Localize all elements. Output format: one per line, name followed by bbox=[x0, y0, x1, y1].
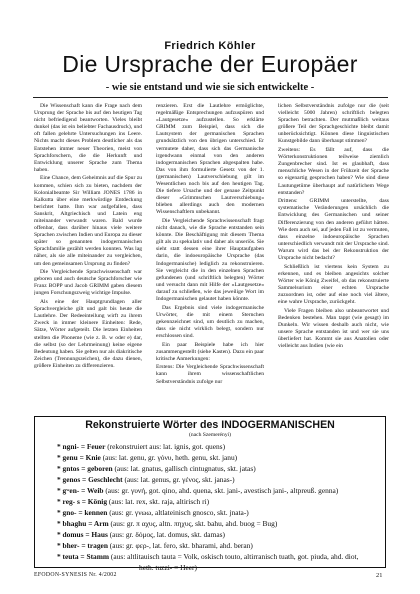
root-source: (aus: gr. γυνή, got. qino, ahd. quena, skt. jani-, avestisch jani-, altpreuß. genna) bbox=[103, 486, 339, 495]
author-name: Friedrich Köhler bbox=[164, 40, 256, 52]
root-word: * gntos = geboren bbox=[57, 464, 113, 473]
paragraph: Drittens: GRIMM unterstellte, dass systematische Veränderungen ursächlich die Entwicklung des Germanischen und seiner Differenzierung von den anderen geführt hätten. Wie dem auch sei, auf jeden Fall ist zu vermuten, dass einzelne indoeuropäische Sprachen unterschiedlich verwandt mit der Ursprache sind. Warum wird das bei der Rekonstruktion der Ursprache nicht bedacht? bbox=[278, 198, 389, 261]
footer-publication: EFODON-SYNESIS Nr. 4/2002 bbox=[34, 572, 117, 578]
root-entry-continuation: heth. tuzzi- = Heer) bbox=[139, 563, 197, 572]
root-word: * domus = Haus bbox=[57, 530, 108, 539]
root-entry bbox=[57, 474, 377, 485]
root-entry bbox=[57, 507, 377, 518]
text-column-1 bbox=[34, 103, 142, 411]
paragraph: Zweitens: Es fällt auf, dass die Wörterkonstruktionen teilweise ziemlich Zungenbrecher sind. Ist es glaubhaft, dass menschliche Wesen in der Frühzeit der Sprache so eigenartig gesprochen haben? Wie sind diese Lautungetüme überhaupt auf natürlichem Wege entstanden? bbox=[278, 147, 389, 196]
text-column-3 bbox=[278, 103, 389, 411]
text-column-2 bbox=[156, 103, 264, 411]
reconstructed-words-box bbox=[34, 416, 386, 572]
root-entry bbox=[57, 485, 377, 496]
paragraph: renzieren. Erst die Lautlehre ermöglichte, regelmäßige Entsprechungen aufzuspüren und »Lautgesetze« aufzustellen. So erklärte GRIMM zum Beispiel, dass sich die Lautsystem der germanischen Sprachen grundsätzlich von den übrigen unterschied. Er vermutete daher, dass sich das Germanische irgendwann einmal von den anderen indogermanischen Sprachen abgespalten habe. Das von ihm formulierte Gesetz von der 1. (germanischen) Lautverschiebung gilt im Wesentlichen noch bis auf den heutigen Tag. Die tiefere Ursache und der genaue Zeitpunkt dieser »Grimmschen Lautverschiebung« blieben allerdings auch den modernen Wissenschaftlern unbekannt. bbox=[156, 103, 264, 216]
root-source: (aus: lat. genus, gr. γένος, skt. janas-) bbox=[122, 475, 235, 484]
root-word: * genos = Geschlecht bbox=[57, 475, 123, 484]
paragraph: Eine Chance, dem Geheimnis auf die Spur zu kommen, schien sich zu bieten, nachdem der Kolonialbeamte Sir William JONES 1786 in Kalkutta über eine merkwürdige Entdeckung berichtet hatte. Ihm war aufgefallen, dass Sanskrit, Altgriechisch und Latein eng miteinander verwandt waren. Bald wurde offenbar, dass darüber hinaus viele weitere Sprachen zwischen Indien und Europa zu dieser später so genannten indogermanischen Sprachfamilie gezählt werden konnten. Was lag näher, als sie alle miteinander zu vergleichen, um den gemeinsamen Ursprung zu finden? bbox=[34, 175, 142, 267]
root-source: (rekonstruiert aus: lat. ignis, got. quens) bbox=[105, 442, 226, 451]
title-divider bbox=[33, 97, 388, 98]
root-word: * bhaghu = Arm bbox=[57, 519, 109, 528]
root-word: * bher- = tragen bbox=[57, 541, 108, 550]
root-entry bbox=[57, 496, 377, 507]
paragraph: Die Vergleichende Sprachwissenschaft fragt nicht danach, wie die Sprache entstanden sein könnte. Die Beschäftigung mit diesem Thema gilt als zu spekulativ und daher als unseriös. Sie sieht statt dessen eine ihrer Hauptaufgaben darin, die indoeuropäische Ursprache (das Indogermanische) lediglich zu rekonstruieren. Sie vergleicht die in den einzelnen Sprachen gefundenen (und schriftlich belegten) Wörter und versucht dann mit Hilfe der »Lautgesetze« darauf zu schließen, wie das jeweilige Wort im Indogermanischen gelautet haben könnte. bbox=[156, 218, 264, 303]
root-word: * genu = Knie bbox=[57, 453, 101, 462]
box-title: Rekonstruierte Wörter des INDOGERMANISCHEN bbox=[85, 419, 335, 431]
paragraph: lichen Selbstverständnis zufolge nur die (seit vielleicht 5000 Jahren) schriftlich belegten Sprachen betrachten. Der mutmaßlich weitaus größere Teil der Sprachgeschichte bleibt damit unberücksichtigt. Können diese linguistischen Kunstgebilde dann überhaupt stimmen? bbox=[278, 103, 389, 145]
root-word: * gʷen- = Weib bbox=[57, 486, 104, 495]
root-source: (aus: lat. gnatus, gallisch cintugnatus, skt. jatas) bbox=[112, 464, 256, 473]
root-entry bbox=[57, 551, 377, 562]
root-word: * reg- s = König bbox=[57, 497, 108, 506]
root-source: (aus: lat. rex, skt. raja, altirisch ri) bbox=[107, 497, 210, 506]
root-entry bbox=[57, 452, 377, 463]
paragraph: Schließlich ist viertens kein System zu erkennen, und es bleiben angesichts solcher Wörter wie König Zweifel, ob das rekonstruierte Sammelsurium einer echten Ursprache zuzuordnen ist, oder auf eine noch viel ältere, eine wahre Ursprache, zurückgeht. bbox=[278, 263, 389, 306]
root-source: (aus: altlitauisch tauta = Volk, oskisch touto, altirranisch tuath, got. piuda, ahd. diot, bbox=[109, 552, 359, 561]
paragraph: Die Vergleichende Sprachwissenschaft war geboren und auch deutsche Sprachforscher wie Franz BOPP und Jacob GRIMM gaben diesem jungen Forschungszweig wichtige Impulse. bbox=[34, 269, 142, 297]
paragraph: Ein paar Beispiele habe ich hier zusammengestellt (siehe Kasten). Dazu ein paar kritische Anmerkungen: bbox=[156, 341, 264, 362]
paragraph: Die Wissenschaft kann die Frage nach dem Ursprung der Sprache bis auf den heutigen Tag nicht befriedigend beantworten. Vieles bleibt dunkel (das ist ein beliebter Fachausdruck), und oft fallen gelehrte Untersuchungen ins Leere. Nichts macht dieses Problem deutlicher als das Entstehen immer neuer Theorien, meist von Sprachforschern, die die Herkunft und Entwicklung unserer Sprache zum Thema haben. bbox=[34, 103, 142, 173]
page-number: 21 bbox=[376, 572, 383, 579]
paragraph: Das Ergebnis sind viele indogermanische Urwörter, die mit einem Sternchen gekennzeichnet sind, um deutlich zu machen, dass sie nicht wirklich belegt, sondern nur erschlossen sind. bbox=[156, 304, 264, 339]
root-entry bbox=[57, 518, 377, 529]
article-subtitle: - wie sie entstand und wie sie sich entwickelte - bbox=[105, 82, 315, 93]
article-title: Die Ursprache der Europäer bbox=[62, 51, 358, 77]
root-word: * teuta = Stamm bbox=[57, 552, 110, 561]
root-entry bbox=[57, 463, 377, 474]
paragraph: Viele Fragen bleiben also unbeantwortet und Bedenken bestehen. Man tappt (wie gesagt) im Dunkeln. Wir wissen deshalb auch nicht, wie unsere Sprache entstanden ist und wer sie uns überliefert hat. Kommt sie aus Anatolien oder vielleicht aus Indien (wie ein bbox=[278, 307, 389, 350]
paragraph: Erstens: Die Vergleichende Sprachwissenschaft kann ihrem wissenschaftlichen Selbstverständnis zufolge nur bbox=[156, 364, 264, 385]
root-source: (aus: lat. genu, gr. γόνυ, heth. genu, skt. janu) bbox=[100, 453, 238, 462]
root-source: (aus: gr. φερ-, lat. fero, skt. bharami, ahd. beran) bbox=[107, 541, 253, 550]
root-source: (aus: gr. δόμος, lat. domus, skt. damas) bbox=[107, 530, 225, 539]
root-list bbox=[57, 441, 377, 573]
root-source: (aus: gr. γνωω, altlateinisch gnosco, skt. jnata-) bbox=[107, 508, 249, 517]
box-subtitle: (nach Szemerényi) bbox=[188, 432, 232, 438]
paragraph: Als eine der Hauptgrundlagen aller Sprachvergleiche gilt und galt bis heute die Lautlehre. Der Redeeinteilung wirft zu ihrem Zweck in immer kleinere Einheiten: Rede, Sätze, Wörter aufgeteilt. Die letzten Einheiten stellten die Phoneme (wie z. B. w oder e) dar, die selbst (so der Lehrmeinung) keine eigene Bedeutung haben. Sie gelten nur als diakritische Zeichen (Trennungszeichen), die dazu dienen, größere Einheiten zu differenzieren. bbox=[34, 299, 142, 369]
root-entry bbox=[57, 540, 377, 551]
root-word: * gno- = kennen bbox=[57, 508, 108, 517]
root-entry bbox=[57, 441, 377, 452]
root-source: (aus: gr. π αχυς, altn. πηχυς, skt. bahu, ahd. buog = Bug) bbox=[108, 519, 278, 528]
root-word: * ngni- = Feuer bbox=[57, 442, 106, 451]
root-entry bbox=[57, 529, 377, 540]
